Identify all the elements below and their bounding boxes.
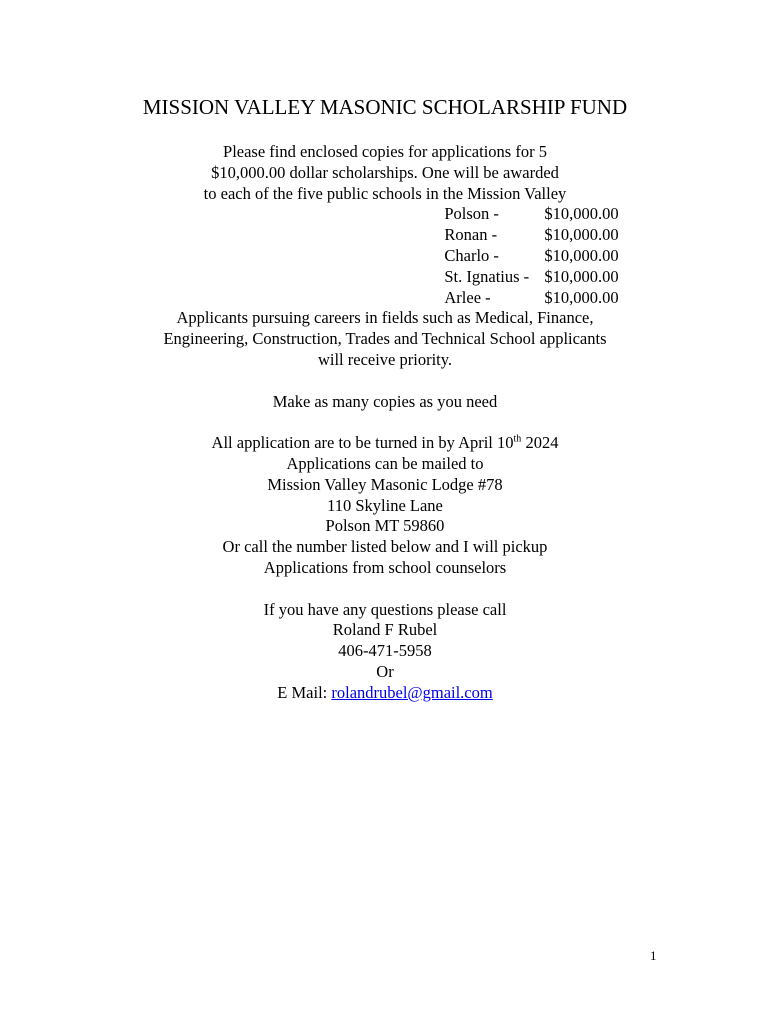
document-title: MISSION VALLEY MASONIC SCHOLARSHIP FUND [142, 95, 628, 119]
school-row-polson [0, 204, 770, 225]
intro-line-3: to each of the five public schools in the Mission Valley [203, 183, 567, 203]
contact-or: Or [376, 661, 394, 681]
spacer [0, 412, 770, 433]
school-amount: $10,000.00 [544, 204, 619, 224]
deadline-line [0, 433, 770, 454]
pickup-line-2: Applications from school counselors [263, 557, 507, 577]
school-name: Ronan - [444, 225, 498, 245]
spacer [0, 579, 770, 600]
copies-note: Make as many copies as you need [272, 391, 498, 411]
school-amount: $10,000.00 [544, 245, 619, 265]
school-name: Polson - [444, 204, 499, 224]
school-row-ronan [0, 225, 770, 246]
contact-name: Roland F Rubel [332, 620, 438, 640]
intro-line-2: $10,000.00 dollar scholarships. One will be awarded [211, 162, 559, 182]
page-number: 1 [650, 948, 657, 963]
school-name: St. Ignatius - [444, 266, 530, 286]
school-row-st-ignatius [0, 267, 770, 288]
spacer [0, 371, 770, 392]
contact-intro: If you have any questions please call [263, 599, 507, 619]
mailing-city: Polson MT 59860 [325, 516, 445, 536]
contact-phone: 406-471-5958 [338, 641, 432, 661]
school-name: Arlee - [444, 287, 491, 307]
email-line [0, 683, 770, 704]
mailing-line-1: Applications can be mailed to [286, 453, 484, 473]
mailing-street: 110 Skyline Lane [327, 495, 443, 515]
deadline-prefix: All application are to be turned in by April 10 [211, 433, 514, 453]
deadline-suffix: 2024 [521, 433, 559, 453]
priority-line-1: Applicants pursuing careers in fields such as Medical, Finance, [176, 308, 594, 328]
school-amount: $10,000.00 [544, 287, 619, 307]
deadline-ordinal: th [513, 433, 522, 445]
school-amount: $10,000.00 [544, 266, 619, 286]
school-row-arlee [0, 288, 770, 309]
document-body [0, 142, 770, 704]
school-row-charlo [0, 246, 770, 267]
email-label: E Mail: [277, 682, 332, 702]
school-name: Charlo - [444, 245, 499, 265]
priority-line-2: Engineering, Construction, Trades and Technical School applicants [163, 329, 607, 349]
pickup-line-1: Or call the number listed below and I will pickup [222, 537, 548, 557]
intro-line-1: Please find enclosed copies for applications for 5 [223, 142, 547, 161]
email-link[interactable]: rolandrubel@gmail.com [331, 682, 493, 702]
school-amount: $10,000.00 [544, 225, 619, 245]
mailing-lodge-name: Mission Valley Masonic Lodge #78 [267, 474, 503, 494]
priority-line-3: will receive priority. [317, 349, 453, 369]
